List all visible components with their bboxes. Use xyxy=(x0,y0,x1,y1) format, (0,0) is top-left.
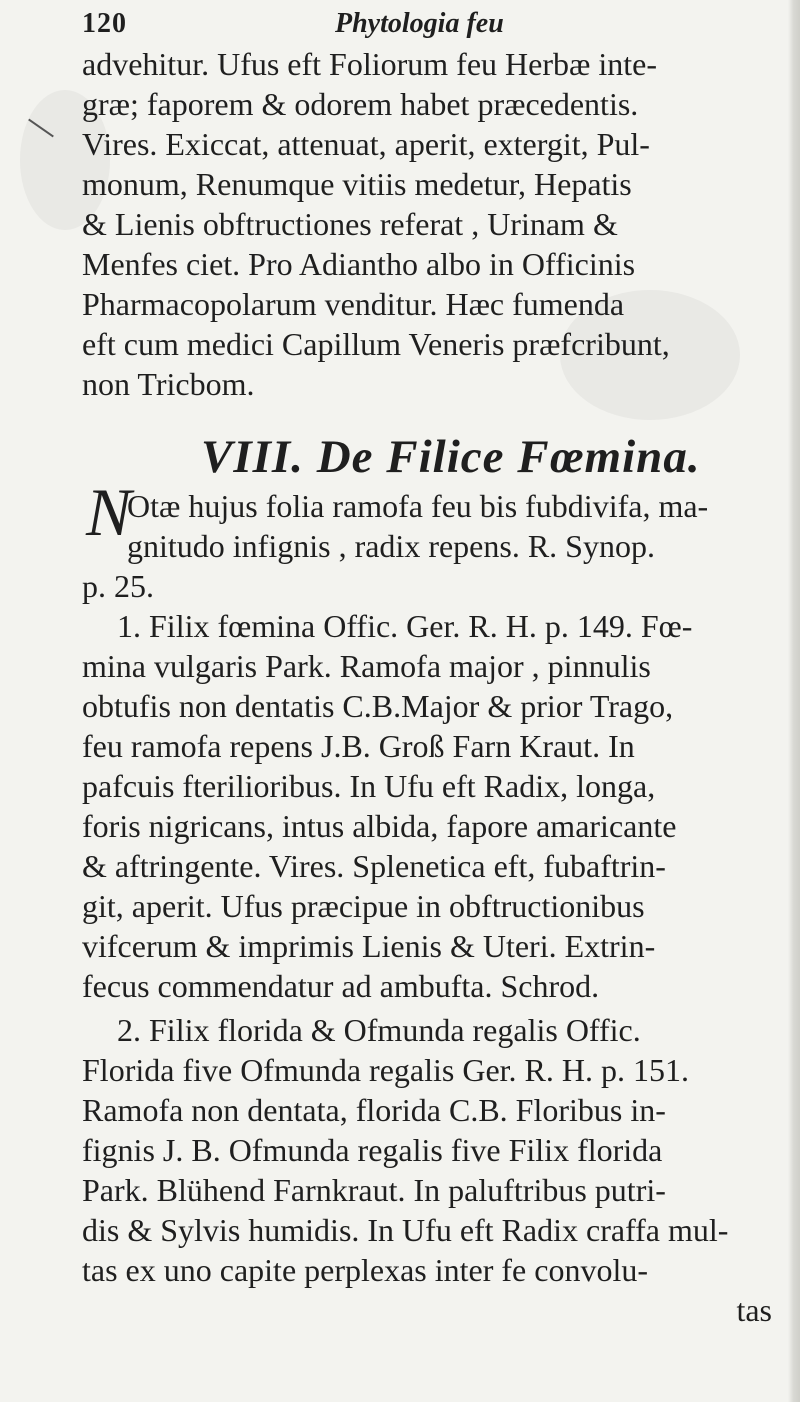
text-line: 1. Filix fœmina Offic. Ger. R. H. p. 149. Fœ- xyxy=(117,608,693,644)
text-line: pafcuis fterilioribus. In Ufu eft Radix, longa, xyxy=(82,768,656,804)
text-line: advehitur. Ufus eft Foliorum feu Herbæ inte- xyxy=(82,46,657,82)
text-line: foris nigricans, intus albida, fapore amaricante xyxy=(82,808,677,844)
text-line: Menfes ciet. Pro Adiantho albo in Officinis xyxy=(82,246,636,282)
page-edge xyxy=(788,0,800,1402)
text-line: p. 25. xyxy=(82,568,154,604)
text-line: non Tricbom. xyxy=(82,366,255,402)
text-line: eft cum medici Capillum Veneris præfcribunt, xyxy=(82,326,670,362)
text-line: Otæ hujus folia ramofa feu bis fubdivifa, ma- xyxy=(127,488,709,524)
text-line: 2. Filix florida & Ofmunda regalis Offic. xyxy=(117,1012,641,1048)
entry-filix-foemina xyxy=(82,606,792,1006)
text-line: obtufis non dentatis C.B.Major & prior Trago, xyxy=(82,688,674,724)
text-line: vifcerum & imprimis Lienis & Uteri. Extrin- xyxy=(82,928,656,964)
text-line: Vires. Exiccat, attenuat, aperit, extergit, Pul- xyxy=(82,126,650,162)
text-line: Florida five Ofmunda regalis Ger. R. H. p. 151. xyxy=(82,1052,689,1088)
drop-cap: N xyxy=(86,474,132,550)
text-line: dis & Sylvis humidis. In Ufu eft Radix craffa mul- xyxy=(82,1212,729,1248)
text-line: git, aperit. Ufus præcipue in obftructionibus xyxy=(82,888,645,924)
text-line: Park. Blühend Farnkraut. In paluftribus putri- xyxy=(82,1172,666,1208)
section-heading: VIII. De Filice Fœmina. xyxy=(201,431,701,483)
text-line: fecus commendatur ad ambufta. Schrod. xyxy=(82,968,600,1004)
catchword: tas xyxy=(736,1292,772,1328)
text-line: Ramofa non dentata, florida C.B. Floribus in- xyxy=(82,1092,666,1128)
text-line: monum, Renumque vitiis medetur, Hepatis xyxy=(82,166,632,202)
text-line: mina vulgaris Park. Ramofa major , pinnulis xyxy=(82,648,651,684)
text-line: & Lienis obftructiones referat , Urinam & xyxy=(82,206,618,242)
entry-filix-florida xyxy=(82,1010,792,1330)
text-line: Pharmacopolarum venditur. Hæc fumenda xyxy=(82,286,625,322)
text-line: feu ramofa repens J.B. Groß Farn Kraut. In xyxy=(82,728,635,764)
notae-paragraph xyxy=(82,486,792,606)
page-number: 120 xyxy=(82,8,127,39)
paragraph-top xyxy=(82,44,792,404)
text-line: tas ex uno capite perplexas inter fe convolu- xyxy=(82,1252,648,1288)
text-line: gnitudo infignis , radix repens. R. Synop. xyxy=(127,528,655,564)
text-line: græ; faporem & odorem habet præcedentis. xyxy=(82,86,639,122)
text-line: fignis J. B. Ofmunda regalis five Filix florida xyxy=(82,1132,663,1168)
text-line: & aftringente. Vires. Splenetica eft, fubaftrin- xyxy=(82,848,666,884)
running-head: Phytologia feu xyxy=(335,8,504,39)
